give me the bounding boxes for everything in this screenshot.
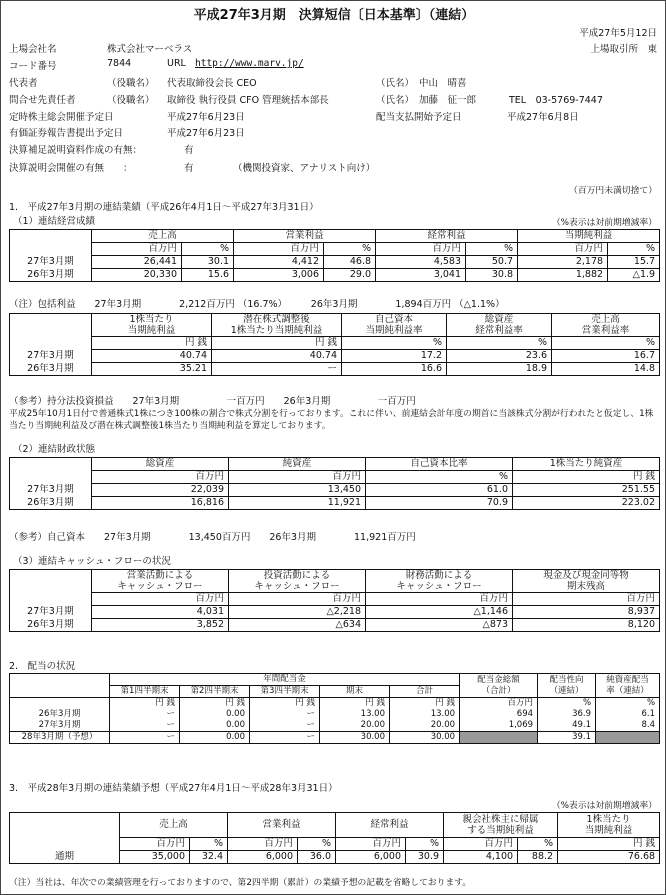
cell: 32.4: [190, 851, 228, 864]
col-fc-ord-income: 経常利益: [336, 813, 444, 838]
col-total: 合計: [390, 686, 460, 698]
col-year-end: 期末: [320, 686, 390, 698]
shaded-cell: [596, 732, 660, 744]
cell: 3,852: [92, 619, 229, 632]
cell: ー: [110, 732, 180, 744]
col-sales: 売上高: [92, 230, 234, 243]
cell: ー: [250, 709, 320, 720]
url-label: URL: [167, 58, 186, 69]
unit-cell: 百万円: [444, 838, 518, 851]
unit-cell: 円 銭: [558, 838, 660, 851]
cell: 29.0: [324, 269, 376, 282]
row-label: 27年3月期: [10, 484, 92, 497]
report-label: 有価証券報告書提出予定日: [9, 128, 124, 139]
unit-cell: %: [447, 337, 552, 350]
corner-cell: [10, 674, 110, 698]
cell: 20.00: [320, 720, 390, 732]
unit-cell: 百万円: [513, 593, 660, 606]
cell: 30.8: [466, 269, 518, 282]
unit-cell: 円 銭: [180, 698, 250, 710]
supp-label: 決算補足説明資料作成の有無：: [9, 145, 143, 156]
unit-cell: %: [596, 698, 660, 710]
section1-2-sub: （2）連結財政状態: [13, 444, 96, 455]
row-label: 27年3月期: [10, 256, 92, 269]
col-operating-cf: 営業活動による キャッシュ・フロー: [92, 570, 229, 593]
col-q1: 第1四半期末: [110, 686, 180, 698]
cell: 694: [460, 709, 538, 720]
cell: 8.4: [596, 720, 660, 732]
col-div-total: 配当金総額 （合計）: [460, 674, 538, 698]
forecast-note: （注）当社は、年次での業績管理を行っておりますので、第2四半期（累計）の業績予想の記載を省略しております。: [9, 878, 472, 888]
row-label: 26年3月期: [10, 497, 92, 510]
supp-value: 有: [184, 145, 194, 156]
cell: 30.9: [406, 851, 444, 864]
table-row: [10, 732, 660, 744]
rep-role: 代表取締役会長 CEO: [167, 78, 257, 89]
col-payout: 配当性向 （連結）: [538, 674, 596, 698]
cell: 0.00: [180, 720, 250, 732]
table-row: [10, 606, 660, 619]
cell: 20,330: [92, 269, 182, 282]
unit-cell: %: [466, 243, 518, 256]
row-label: 27年3月期: [10, 720, 110, 732]
cell: 4,031: [92, 606, 229, 619]
unit-cell: 百万円: [366, 593, 513, 606]
col-total-assets: 総資産: [92, 458, 229, 471]
cell: 36.9: [538, 709, 596, 720]
blank-cell: [10, 838, 120, 851]
cell: 61.0: [366, 484, 513, 497]
blank-cell: [10, 698, 110, 710]
forecast-title: 3. 平成28年3月期の連結業績予想（平成27年4月1日～平成28年3月31日）: [9, 783, 338, 794]
unit-cell: %: [324, 243, 376, 256]
cell: 15.6: [182, 269, 234, 282]
col-bps: 1株当たり純資産: [513, 458, 660, 471]
unit-cell: 百万円: [234, 243, 324, 256]
cell: 6.1: [596, 709, 660, 720]
blank-cell: [10, 337, 92, 350]
col-equity-ratio: 自己資本比率: [366, 458, 513, 471]
dividends-table: [9, 673, 660, 744]
table-row: [10, 497, 660, 510]
unit-cell: 円 銭: [212, 337, 342, 350]
cell: 1,882: [518, 269, 608, 282]
cell: ー: [110, 709, 180, 720]
company-name: 株式会社マーベラス: [107, 44, 193, 55]
unit-cell: 百万円: [460, 698, 538, 710]
cell: 4,100: [444, 851, 518, 864]
rep-label: 代表者: [9, 78, 38, 89]
rounding-note: （百万円未満切捨て）: [569, 186, 657, 196]
contact-role: 取締役 執行役員 CFO 管理統括本部長: [167, 95, 329, 106]
section1-sub: （1）連結経営成績: [13, 216, 96, 227]
unit-cell: 百万円: [92, 243, 182, 256]
contact-label: 問合せ先責任者: [9, 95, 76, 106]
corner-cell: [10, 813, 120, 838]
cell: 20.00: [390, 720, 460, 732]
corner-cell: [10, 570, 92, 593]
cash-flow-table: [9, 569, 660, 632]
unit-cell: %: [366, 471, 513, 484]
unit-cell: %: [298, 838, 336, 851]
col-fc-op-income: 営業利益: [228, 813, 336, 838]
cell: 251.55: [513, 484, 660, 497]
col-net-assets: 純資産: [229, 458, 366, 471]
col-op-income: 営業利益: [234, 230, 376, 243]
cell: 15.7: [608, 256, 660, 269]
section1-pct-note: （%表示は対前期増減率）: [551, 218, 657, 228]
cell: 0.00: [180, 709, 250, 720]
unit-cell: %: [342, 337, 447, 350]
cell: △1.9: [608, 269, 660, 282]
cell: 30.00: [390, 732, 460, 744]
unit-cell: 円 銭: [320, 698, 390, 710]
unit-cell: %: [406, 838, 444, 851]
cell: 16,816: [92, 497, 229, 510]
unit-cell: 百万円: [228, 838, 298, 851]
cell: 76.68: [558, 851, 660, 864]
cell: 36.0: [298, 851, 336, 864]
section1-3-sub: （3）連結キャッシュ・フローの状況: [13, 556, 171, 567]
col-fc-eps: 1株当たり 当期純利益: [558, 813, 660, 838]
cell: 22,039: [92, 484, 229, 497]
unit-cell: 百万円: [229, 593, 366, 606]
unit-cell: 円 銭: [390, 698, 460, 710]
cell: 3,006: [234, 269, 324, 282]
cell: 6,000: [228, 851, 298, 864]
blank-cell: [10, 243, 92, 256]
meeting-label: 決算説明会開催の有無 ：: [9, 163, 133, 174]
cell: 4,583: [376, 256, 466, 269]
cell: 8,120: [513, 619, 660, 632]
col-eps: 1株当たり 当期純利益: [92, 314, 212, 337]
row-label: 通期: [10, 851, 120, 864]
rep-role-label: （役職名）: [107, 78, 155, 89]
col-roe: 自己資本 当期純利益率: [342, 314, 447, 337]
unit-cell: 円 銭: [513, 471, 660, 484]
cell: 3,041: [376, 269, 466, 282]
rep-name: 中山 晴喜: [419, 78, 467, 89]
table-row: [10, 269, 660, 282]
cell: 17.2: [342, 350, 447, 363]
col-fc-sales: 売上高: [120, 813, 228, 838]
comprehensive-income-note: （注）包括利益 27年3月期 2,212百万円 （16.7%） 26年3月期 1,894百万円 （△1.1%）: [9, 299, 505, 310]
section1-title: 1. 平成27年3月期の連結業績（平成26年4月1日～平成27年3月31日）: [9, 202, 319, 213]
unit-cell: %: [552, 337, 660, 350]
rep-name-label: （氏名）: [376, 78, 415, 89]
unit-cell: 円 銭: [110, 698, 180, 710]
unit-cell: %: [518, 838, 558, 851]
cell: 26,441: [92, 256, 182, 269]
exchange: 上場取引所 東: [590, 44, 657, 55]
code-label: コード番号: [9, 61, 57, 72]
unit-cell: 百万円: [336, 838, 406, 851]
col-financing-cf: 財務活動による キャッシュ・フロー: [366, 570, 513, 593]
unit-cell: 百万円: [518, 243, 608, 256]
dividends-title: 2. 配当の状況: [9, 661, 76, 672]
unit-cell: 百万円: [120, 838, 190, 851]
col-q2: 第2四半期末: [180, 686, 250, 698]
cell: 8,937: [513, 606, 660, 619]
unit-cell: %: [538, 698, 596, 710]
table-row: [10, 484, 660, 497]
per-share-table: [9, 313, 660, 376]
row-label: 28年3月期（予想）: [10, 732, 110, 744]
blank-cell: [10, 593, 92, 606]
corner-cell: [10, 230, 92, 243]
blank-cell: [10, 471, 92, 484]
cell: 1,069: [460, 720, 538, 732]
col-roa: 総資産 経常利益率: [447, 314, 552, 337]
cell: 46.8: [324, 256, 376, 269]
row-label: 27年3月期: [10, 350, 92, 363]
unit-cell: 円 銭: [92, 337, 212, 350]
cell: ー: [212, 363, 342, 376]
shaded-cell: [460, 732, 538, 744]
code: 7844: [107, 58, 132, 69]
col-q3: 第3四半期末: [250, 686, 320, 698]
cell: 88.2: [518, 851, 558, 864]
forecast-pct-note: （%表示は対前期増減率）: [551, 801, 657, 811]
agm-date: 平成27年6月23日: [167, 112, 245, 123]
unit-cell: %: [190, 838, 228, 851]
cell: 30.1: [182, 256, 234, 269]
cell: 30.00: [320, 732, 390, 744]
col-doe: 純資産配当 率（連結）: [596, 674, 660, 698]
cell: △634: [229, 619, 366, 632]
row-label: 26年3月期: [10, 709, 110, 720]
cell: △2,218: [229, 606, 366, 619]
unit-cell: 百万円: [92, 471, 229, 484]
col-cash-end: 現金及び現金同等物 期末残高: [513, 570, 660, 593]
report-date-value: 平成27年6月23日: [167, 128, 245, 139]
table-row: [10, 256, 660, 269]
cell: 23.6: [447, 350, 552, 363]
cell: 13.00: [390, 709, 460, 720]
cell: 49.1: [538, 720, 596, 732]
div-start-label: 配当支払開始予定日: [376, 112, 462, 123]
cell: 6,000: [336, 851, 406, 864]
table-row: [10, 619, 660, 632]
col-fc-net-income: 親会社株主に帰属 する当期純利益: [444, 813, 558, 838]
cell: 0.00: [180, 732, 250, 744]
col-op-margin: 売上高 営業利益率: [552, 314, 660, 337]
row-label: 26年3月期: [10, 619, 92, 632]
cell: 35,000: [120, 851, 190, 864]
contact-tel: TEL 03-5769-7447: [509, 95, 603, 106]
cell: △1,146: [366, 606, 513, 619]
div-start-date: 平成27年6月8日: [507, 112, 579, 123]
cell: 16.6: [342, 363, 447, 376]
cell: 4,412: [234, 256, 324, 269]
cell: ー: [250, 732, 320, 744]
cell: 40.74: [212, 350, 342, 363]
row-label: 26年3月期: [10, 269, 92, 282]
unit-cell: %: [182, 243, 234, 256]
col-net-income: 当期純利益: [518, 230, 660, 243]
meeting-note: （機関投資家、アナリスト向け）: [233, 163, 376, 174]
unit-cell: %: [608, 243, 660, 256]
col-annual-dividend: 年間配当金: [110, 674, 460, 686]
cell: △873: [366, 619, 513, 632]
table-row: [10, 720, 660, 732]
unit-cell: 円 銭: [250, 698, 320, 710]
own-capital-note: （参考）自己資本 27年3月期 13,450百万円 26年3月期 11,921百万円: [9, 532, 416, 543]
cell: 223.02: [513, 497, 660, 510]
cell: ー: [110, 720, 180, 732]
col-ord-income: 経常利益: [376, 230, 518, 243]
report-date: 平成27年5月12日: [579, 28, 657, 39]
equity-method-note: （参考）持分法投資損益 27年3月期 一百万円 26年3月期 一百万円: [9, 396, 416, 407]
unit-cell: 百万円: [229, 471, 366, 484]
table-row: [10, 709, 660, 720]
cell: 14.8: [552, 363, 660, 376]
cell: 39.1: [538, 732, 596, 744]
report-title: 平成27年3月期 決算短信〔日本基準〕（連結）: [193, 8, 475, 23]
cell: 50.7: [466, 256, 518, 269]
cell: 70.9: [366, 497, 513, 510]
table-row: [10, 350, 660, 363]
cell: ー: [250, 720, 320, 732]
unit-cell: 百万円: [92, 593, 229, 606]
operating-results-table: [9, 229, 660, 282]
cell: 18.9: [447, 363, 552, 376]
cell: 2,178: [518, 256, 608, 269]
cell: 13,450: [229, 484, 366, 497]
contact-role-label: （役職名）: [107, 95, 155, 106]
row-label: 26年3月期: [10, 363, 92, 376]
corner-cell: [10, 314, 92, 337]
contact-name: 加藤 征一郎: [419, 95, 477, 106]
contact-name-label: （氏名）: [376, 95, 415, 106]
table-row: [10, 851, 660, 864]
forecast-table: [9, 812, 660, 864]
cell: 40.74: [92, 350, 212, 363]
table-row: [10, 363, 660, 376]
row-label: 27年3月期: [10, 606, 92, 619]
corner-cell: [10, 458, 92, 471]
company-label: 上場会社名: [9, 44, 57, 55]
stock-split-note: 平成25年10月1日付で普通株式1株につき100株の割合で株式分割を行っております。これに伴い、前連結会計年度の期首に当該株式分割が行われたと仮定し、1株当たり当期純利益及び潜在株式調整後1株当たり当期純利益を算定しております。: [9, 409, 654, 431]
cell: 35.21: [92, 363, 212, 376]
col-investing-cf: 投資活動による キャッシュ・フロー: [229, 570, 366, 593]
cell: 11,921: [229, 497, 366, 510]
col-diluted-eps: 潜在株式調整後 1株当たり当期純利益: [212, 314, 342, 337]
financial-position-table: [9, 457, 660, 510]
company-url-link[interactable]: http://www.marv.jp/: [195, 58, 304, 69]
cell: 16.7: [552, 350, 660, 363]
agm-label: 定時株主総会開催予定日: [9, 112, 114, 123]
meeting-value: 有: [184, 163, 194, 174]
cell: 13.00: [320, 709, 390, 720]
unit-cell: 百万円: [376, 243, 466, 256]
